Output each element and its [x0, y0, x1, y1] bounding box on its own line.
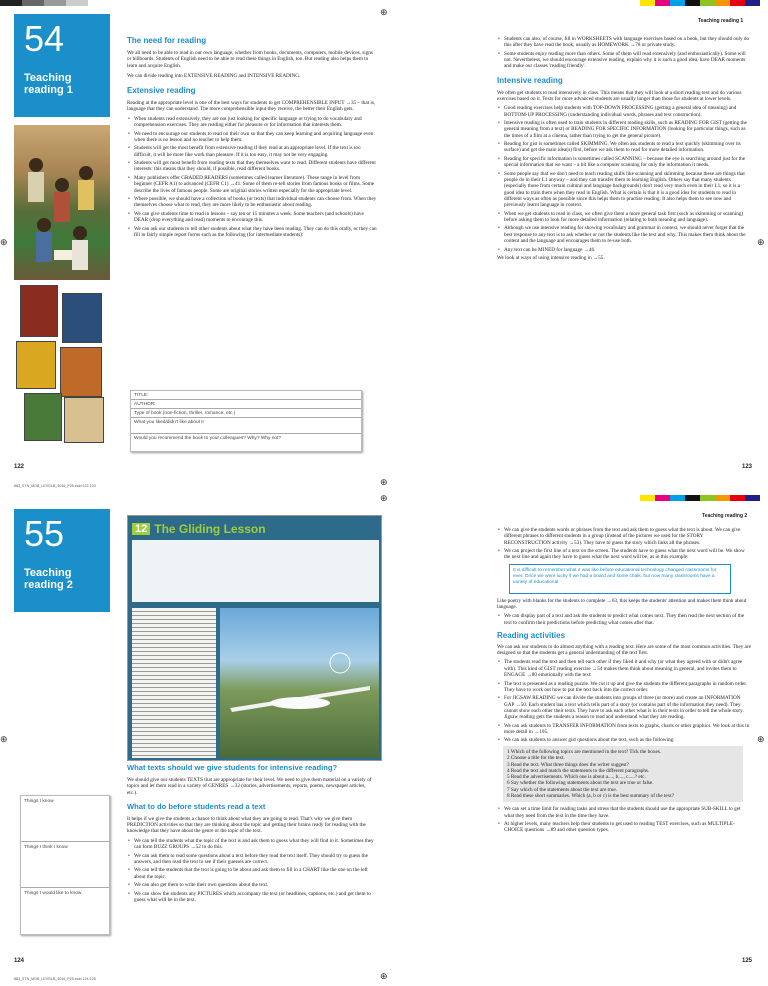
- registration-mark: ⊕: [380, 478, 388, 488]
- right-bullets-2: [497, 613, 751, 626]
- running-head: Teaching reading 2: [702, 513, 748, 519]
- chapter-sidebar: [14, 509, 110, 612]
- book-report-form: [130, 390, 362, 452]
- bullet: • We can tell the students what the topic of the text is and ask them to guess what they will find in it. Sometimes they can form BUZZ GROUPS →52 to do this.: [127, 838, 377, 851]
- lesson-number: 12: [132, 523, 150, 535]
- gist-question: 6 Say whether the following statements about the text are true or false.: [507, 780, 654, 787]
- paragraph: We can divide reading into EXTENSIVE READING and INTENSIVE READING.: [127, 72, 301, 79]
- paragraph: It helps if we give the students a chance to think about what they are going to read. That's why we give them PREDICTION activities so that they are thinking about the topic and getting their brains ready for reading with the knowledge that they have about the genre or the topic of the text.: [127, 815, 366, 835]
- paragraph: We look at ways of using intensive reading in →55.: [497, 255, 605, 261]
- book-cover: [60, 347, 102, 397]
- slug-line: 883_STN_MOB_LEVGLB_3016_P25.indd 124-125: [14, 977, 96, 981]
- bullet: • Students will get most benefit from reading texts that they themselves want to read. Different students have different interests: this means that they should, if possible, read different books.: [127, 160, 377, 173]
- chapter-sidebar: [14, 14, 110, 117]
- bullet: • We need to encourage our students to read on their own so that they can keep learning and acquiring language even when there is no lesson and no teacher to help them.: [127, 131, 377, 144]
- book-cover: [20, 285, 58, 337]
- chapter-title: Teaching reading 1: [24, 72, 73, 96]
- bullet: • The text is presented as a reading puzzle. We cut it up and give the students the different paragraphs in random order. They have to work out how to put the text back into the correct order.: [497, 681, 751, 694]
- paragraph: Like poetry with blanks for the students to complete →63, this keeps the students' attention and makes them think about language.: [497, 597, 747, 610]
- glider-illustration: [220, 608, 379, 758]
- bullet: • At higher levels, many teachers help their students to get used to reading TEST exercises, such as MULTIPLE-CHOICE questions →89 and other question types.: [497, 821, 751, 834]
- book-cover: [16, 341, 56, 389]
- bullet: • We can show the students any PICTURES which accompany the text (or headlines, captions, etc.) and get them to guess what will be in the text.: [127, 891, 377, 904]
- last-bullets: [497, 806, 751, 833]
- reading-children-photo: [14, 125, 110, 280]
- coursebook-page-image: [127, 515, 382, 761]
- form-row-author: AUTHOR:: [131, 400, 361, 409]
- bullet: • Intensive reading is often used to train students in different reading skills, such as READING FOR GIST (getting the general meaning from a text) or READING FOR SPECIFIC INFORMATION (looking for particular things, such as the times of a film at a cinema, rather than trying to get the general picture).: [497, 120, 751, 139]
- registration-mark: ⊕: [0, 238, 8, 248]
- bullet: • We can also get them to write their own questions about the text.: [127, 882, 377, 888]
- gist-question: 2 Choose a title for the text.: [507, 755, 565, 762]
- example-text: It is difficult to remember what it was like before educational technology changed classrooms for ever. Once we were lucky if we had a board and some chalk, but now many classrooms have a variety of educational: [513, 567, 717, 585]
- bullet: • Many publishers offer GRADED READERS (sometimes called learner literature). These range in level from beginner (CEFR A1) to advanced (CEFR C1) →41. Some of them re-tell stories from famous books or films. Some describe the lives of famous people. Some are original stories written especially for the appropriate level.: [127, 175, 377, 194]
- bullet: • We can ask students to answer gist questions about the text, such as the following:: [497, 737, 751, 743]
- bullet: • Reading for gist is sometimes called SKIMMING. We often ask students to read a text quickly (skimming over its surface) and get the main idea(s) first, before we ask them to read for more detailed information.: [497, 141, 751, 154]
- bullet: • When students read extensively, they are not just looking for specific language or trying to do vocabulary and comprehension exercises. They are reading either for pleasure or for information that interests them.: [127, 116, 377, 129]
- gist-question: 8 Read these short summaries. Which (a, b or c) is the best summary of the text?: [507, 793, 675, 800]
- heading-extensive-reading: Extensive reading: [127, 86, 196, 96]
- top-left-colorbar: [0, 0, 110, 6]
- registration-mark: ⊕: [380, 972, 388, 982]
- page-number-left: 122: [14, 464, 25, 470]
- heading-intensive-reading: Intensive reading: [497, 75, 563, 85]
- bullet: • Students will get the most benefit from extensive reading if they read at an appropriate level. If the text is too difficult, it will be more like work than pleasure. If it is too easy, it may not be very engaging.: [127, 145, 377, 158]
- gist-question: 4 Read the text and match the statements to the different paragraphs.: [507, 767, 650, 774]
- page-number-right: 123: [742, 464, 753, 470]
- left-column: [127, 36, 377, 240]
- right-column-bottom: [497, 527, 751, 836]
- gist-question: 3 Read the text. What three things does the writer suggest?: [507, 761, 629, 768]
- form-row-recommend: Would you recommend the book to your colleagues? Why? Why not?: [134, 436, 282, 441]
- bullet: • We can set a time limit for reading tasks and stress that the students should use the appropriate SUB-SKILL to get what they need from the text in the time they have.: [497, 806, 751, 819]
- bullet: • We can ask them to read some questions about a text before they read the text itself. They should try to guess the answers, and then read the text to see if their guesses are correct.: [127, 853, 377, 866]
- chapter-number: 55: [24, 513, 65, 554]
- paragraph: We can ask our students to do almost anything with a reading text. Here are some of the most common activities. They are designed so that the students get a general understanding of the text first.: [497, 643, 751, 657]
- heading-before-reading: What to do before students read a text: [127, 801, 266, 811]
- paragraph: We often get students to read intensively in class. This means that they will look at a short reading text and do various exercises based on it. Texts for more advanced students are usually longer than those for students at lower levels.: [497, 89, 742, 102]
- right-column: [497, 36, 751, 261]
- bullet: • Reading for specific information is sometimes called SCANNING – because the eye is searching around just for the special information that we want – a bit like a computer scanning for only the information it needs.: [497, 156, 751, 169]
- book-cover: [62, 293, 102, 343]
- top-right-colorbar: [640, 0, 760, 6]
- slug-line: 883_STN_MOB_LEVGLB_3016_P25.indd 122-123: [14, 484, 96, 488]
- bullet: • We can ask students to TRANSFER INFORMATION from texts to graphs, charts or other graphics. We look at this in more detail in →105.: [497, 723, 751, 736]
- heading-reading-activities: Reading activities: [497, 630, 566, 640]
- bullet: • Although we use intensive reading for showing vocabulary and grammar in context, we should never forget that the best response to any text is to ask whether or not the students like the text and why. This makes them think about the content and the language and encourages them to re-use both.: [497, 225, 751, 244]
- bullet: • Good reading exercises help students with TOP-DOWN PROCESSING (getting a general idea of meaning) and BOTTOM-UP PROCESSING (understanding individual words, phrases and text construction).: [497, 105, 751, 118]
- kwl-want: Things I would like to know: [24, 891, 82, 896]
- book-cover: [64, 397, 104, 443]
- chapter-number: 54: [24, 18, 65, 59]
- graded-readers-covers: [14, 285, 110, 445]
- registration-mark: ⊕: [380, 494, 388, 504]
- bullet: • Students can also, of course, fill in WORKSHEETS with language exercises based on a book, but they should only do this after they have read the book, usually as HOMEWORK →78 or private study.: [497, 36, 751, 49]
- registration-mark: ⊕: [0, 735, 8, 745]
- running-head: Teaching reading 1: [698, 18, 744, 24]
- page-number-left: 124: [14, 958, 25, 964]
- bullet: • Any text can be MINED for language →46.: [497, 247, 751, 253]
- story-text-panel: [132, 608, 216, 758]
- exercise-panel: [132, 540, 379, 602]
- bullet: • For JIGSAW READING we can divide the students into groups of three (or more) and create an INFORMATION GAP →50. Each student has a text which tells part of a story (or contains part of the information they need). They cannot show each other their texts. They have to ask each other what is in their texts in order to tell the whole story. Jigsaw reading gets the students a reason to read and understand what they are reading.: [497, 695, 751, 720]
- example-box: [509, 564, 731, 594]
- page-number-right: 125: [742, 958, 753, 964]
- glider-photo: [220, 608, 379, 758]
- chapter-title: Teaching reading 2: [24, 567, 73, 591]
- registration-mark: ⊕: [380, 8, 388, 18]
- gist-questions-box: [503, 746, 743, 802]
- heading-what-texts: What texts should we give students for intensive reading?: [127, 763, 338, 772]
- intensive-bullets: [497, 105, 751, 253]
- registration-mark: ⊕: [757, 238, 765, 248]
- extensive-bullets: [127, 116, 377, 238]
- bottom-right-colorbar: [640, 495, 760, 501]
- bullet: • We can ask our students to tell other students about what they have been reading. They can do this orally, or they can fill in fairly simple report forms such as the following (for intermediate students):: [127, 226, 377, 239]
- paragraph: We all need to be able to read in our own language, whether from books, documents, computers, mobile devices, signs or billboards. Students of English need to be able to read these things in English, too. But reading also helps them to learn and acquire English.: [127, 50, 373, 69]
- form-row-type: Type of book (non-fiction, thriller, romance, etc.): [131, 409, 361, 418]
- bullet: • The students read the text and then tell each other if they liked it and why (or what they agreed with or didn't agree with). This kind of GIST reading exercise →54 makes them think about meaning in general, and invites them to ENGAGE →80 emotionally with the text.: [497, 659, 751, 678]
- bullet: • We can give students time to read in lessons – say ten or 15 minutes a week. Some teachers (and schools) have DEAR (drop everything and read) moments to encourage this.: [127, 211, 377, 224]
- bullet: • We can give the students words or phrases from the text and ask them to guess what the text is about. We can give different phrases to different students in a group (instead of the pictures we used for the STORY RECONSTRUCTION activity →53). They have to guess the story which links all the phrases.: [497, 527, 751, 546]
- bullet: • Where possible, we should have a collection of books (or texts) that individual students can choose from. When they themselves choose what to read, they are more likely to be enthusiastic about reading.: [127, 196, 377, 209]
- bullet: • Some people say that we don't need to teach reading skills like scanning and skimming because these are things that people do in their L1 anyway – and they can transfer them to learning English. Others say that many students (especially those from certain cultural and language backgrounds) don't read very much even in their L1, so it is a good idea to train them when they read in English. What is certain is that it is a good idea for students to read in different ways as often as possible since this helps them to practise reading. It also helps them to see now and previously learnt language in context.: [497, 171, 751, 209]
- gist-question: 5 Read the advertisements. Which one is about a...., b...., c.....? etc.: [507, 774, 646, 781]
- right-bullets: [497, 527, 751, 561]
- bullet: • When we get students to read in class, we often give them a more general task first (such as skimming or scanning) before asking them to look for more detailed information (relating to both meaning and language).: [497, 211, 751, 224]
- bullet: • We can tell the students that the text is going to be about and ask them to fill in a CHART like the one on the left about the topic.: [127, 867, 377, 880]
- bullet: • We can project the first line of a text on the screen. The students have to guess what the next word will be. We show the next line and again they have to guess what the next word will be, as in this example:: [497, 548, 751, 561]
- children-reading-illustration: [14, 125, 110, 280]
- heading-need-for-reading: The need for reading: [127, 36, 207, 45]
- kwl-know: Things I know: [21, 796, 109, 842]
- kwl-chart: [20, 795, 110, 935]
- lesson-header: [132, 522, 266, 536]
- bottom-spread: [0, 495, 768, 986]
- form-row-title: TITLE:: [131, 391, 361, 400]
- paragraph: Reading at the appropriate level is one of the best ways for students to get COMPREHENSIBLE INPUT →35 – that is, language that they can understand. The more comprehensible input they receive, the better their English gets.: [127, 100, 376, 113]
- gist-question: 7 Say which of the statements about the text are true.: [507, 786, 617, 793]
- kwl-think: Things I think I know: [21, 842, 109, 888]
- lesson-title: The Gliding Lesson: [154, 522, 266, 536]
- book-cover: [24, 393, 62, 441]
- paragraph: We should give our students TEXTS that are appropriate for their level. We need to give them material on a variety of topics and let them read in a variety of GENRES →32 (stories, advertisements, reports, poems, newspaper articles, etc.).: [127, 777, 372, 796]
- before-bullets: [127, 838, 377, 903]
- activity-bullets: [497, 659, 751, 743]
- bullet: • Some students enjoy reading more than others. Some of them will read extensively (and enthusiastically). Some will not. Nevertheless, we should encourage extensive reading, explain why it is such a good idea, have DEAR moments and make our classes 'reading friendly'.: [497, 51, 751, 70]
- form-row-likes: What you liked/didn't like about it: [131, 418, 361, 434]
- bullet: • We can display part of a text and ask the students to predict what comes next. They then read the next section of the text to confirm their predictions before predicting what comes after that.: [497, 613, 751, 626]
- right-bullets: [497, 36, 751, 70]
- left-column-bottom: [127, 763, 377, 905]
- gist-question: 1 Which of the following topics are mentioned in the text? Tick the boxes.: [507, 748, 662, 755]
- registration-mark: ⊕: [757, 735, 765, 745]
